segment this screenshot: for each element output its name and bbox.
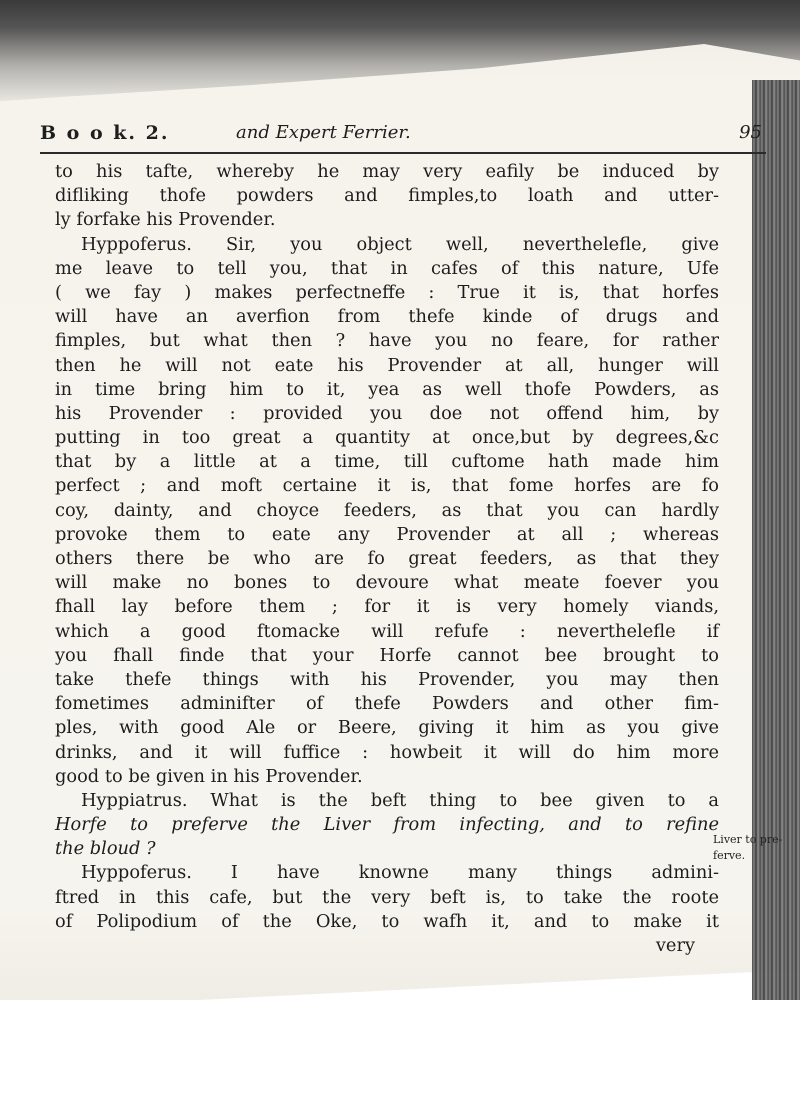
text-line: ly forfake his Provender. bbox=[55, 209, 276, 231]
book-number: B o o k. 2. bbox=[40, 122, 170, 144]
text-line: fhall lay before them ; for it is very homely viands, bbox=[55, 596, 719, 618]
text-line: fimples, but what then ? have you no feare, for rather bbox=[55, 330, 719, 352]
text-line: Hyppiatrus. What is the beft thing to bee given to a bbox=[81, 789, 719, 811]
text-line: the bloud ? bbox=[55, 838, 156, 860]
text-line: that by a little at a time, till cuftome hath made him bbox=[55, 451, 719, 473]
text-line: take thefe things with his Provender, you may then bbox=[55, 668, 719, 690]
text-line: good to be given in his Provender. bbox=[55, 765, 363, 787]
margin-note-line: Liver to pre- bbox=[713, 833, 783, 846]
text-line: Hyppoferus. Sir, you object well, neverthelefle, give bbox=[81, 233, 719, 255]
text-line: will have an averfion from thefe kinde of drugs and bbox=[55, 306, 719, 328]
margin-note bbox=[713, 832, 783, 864]
text-line: drinks, and it will fuffice : howbeit it will do him more bbox=[55, 741, 719, 763]
text-line: fometimes adminifter of thefe Powders and other fim- bbox=[55, 693, 719, 715]
text-line: of Polipodium of the Oke, to wafh it, and to make it bbox=[55, 910, 719, 932]
text-line: Horfe to preferve the Liver from infecting, and to refine bbox=[55, 814, 719, 836]
margin-note-line: ferve. bbox=[713, 849, 746, 862]
text-line: his Provender : provided you doe not offend him, by bbox=[55, 402, 719, 424]
text-line: coy, dainty, and choyce feeders, as that you can hardly bbox=[55, 499, 719, 521]
text-line: ( we fay ) makes perfectneffe : True it is, that horfes bbox=[55, 281, 719, 303]
running-title: and Expert Ferrier. bbox=[236, 122, 411, 143]
text-line: provoke them to eate any Provender at all ; whereas bbox=[55, 523, 719, 545]
text-line: which a good ftomacke will refufe : neverthelefle if bbox=[55, 620, 719, 642]
text-line: perfect ; and moft certaine it is, that fome horfes are fo bbox=[55, 475, 719, 497]
running-header bbox=[40, 122, 762, 146]
page-number: 95 bbox=[739, 122, 762, 143]
text-line: Hyppoferus. I have knowne many things admini- bbox=[81, 862, 719, 884]
header-rule bbox=[40, 152, 766, 154]
body-text bbox=[55, 160, 719, 958]
bottom-margin bbox=[0, 1000, 800, 1106]
text-line: in time bring him to it, yea as well thofe Powders, as bbox=[55, 378, 719, 400]
book-gutter bbox=[752, 80, 800, 1020]
text-line: putting in too great a quantity at once,but by degrees,&c bbox=[55, 427, 719, 449]
text-line: ples, with good Ale or Beere, giving it him as you give bbox=[55, 717, 719, 739]
text-line: others there be who are fo great feeders, as that they bbox=[55, 548, 719, 569]
text-line: me leave to tell you, that in cafes of this nature, Ufe bbox=[55, 257, 719, 279]
text-line: difliking thofe powders and fimples,to loath and utter- bbox=[55, 185, 719, 207]
text-line: you fhall finde that your Horfe cannot bee brought to bbox=[55, 644, 719, 666]
catchword: very bbox=[655, 935, 695, 956]
text-line: to his tafte, whereby he may very eafily be induced by bbox=[55, 161, 719, 182]
text-line: ftred in this cafe, but the very beft is, to take the roote bbox=[55, 886, 719, 908]
text-line: will make no bones to devoure what meate foever you bbox=[55, 572, 719, 594]
text-line: then he will not eate his Provender at all, hunger will bbox=[55, 354, 719, 376]
